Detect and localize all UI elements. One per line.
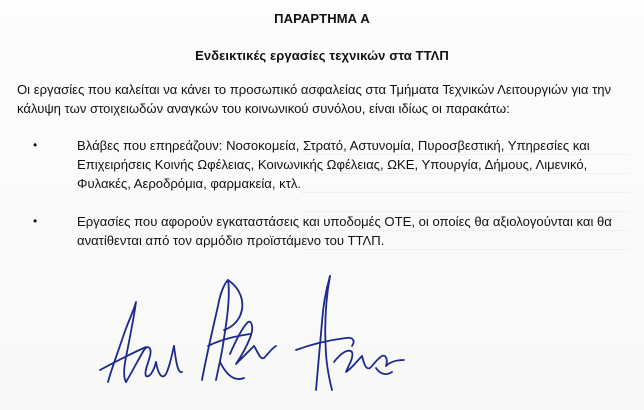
signatures-block	[90, 262, 420, 408]
intro-paragraph: Οι εργασίες που καλείται να κάνει το προσωπικό ασφαλείας στα Τμήματα Τεχνικών Λειτουργιών για την κάλυψη των στοιχειωδών αναγκών του κοινωνικού συνόλου, είναι ιδίως οι παρακάτω:	[17, 82, 612, 116]
document-title: ΠΑΡΑΡΤΗΜΑ Α	[274, 11, 370, 26]
bullet-icon: •	[33, 138, 38, 152]
signature-3	[296, 276, 404, 390]
list-item-text: Εργασίες που αφορούν εγκαταστάσεις και υποδομές ΟΤΕ, οι οποίες θα αξιολογούνται και θα ανατίθενται από τον αρμόδιο προϊστάμενο του ΤΤΛΠ.	[77, 214, 612, 248]
document-subtitle: Ενδεικτικές εργασίες τεχνικών στα ΤΤΛΠ	[195, 48, 449, 63]
bullet-icon: •	[33, 214, 38, 228]
signature-2	[202, 280, 276, 380]
list-item-text: Βλάβες που επηρεάζουν: Νοσοκομεία, Στρατό, Αστυνομία, Πυροσβεστική, Υπηρεσίες και Επιχειρήσεις Κοινής Ωφέλειας, Κοινωνικής Ωφέλειας, ΩΚΕ, Υπουργία, Δήμους, Λιμενικό, Φυλακές, Αεροδρόμια, φαρμακεία, κτλ.	[77, 138, 590, 191]
signature-1	[100, 302, 182, 382]
